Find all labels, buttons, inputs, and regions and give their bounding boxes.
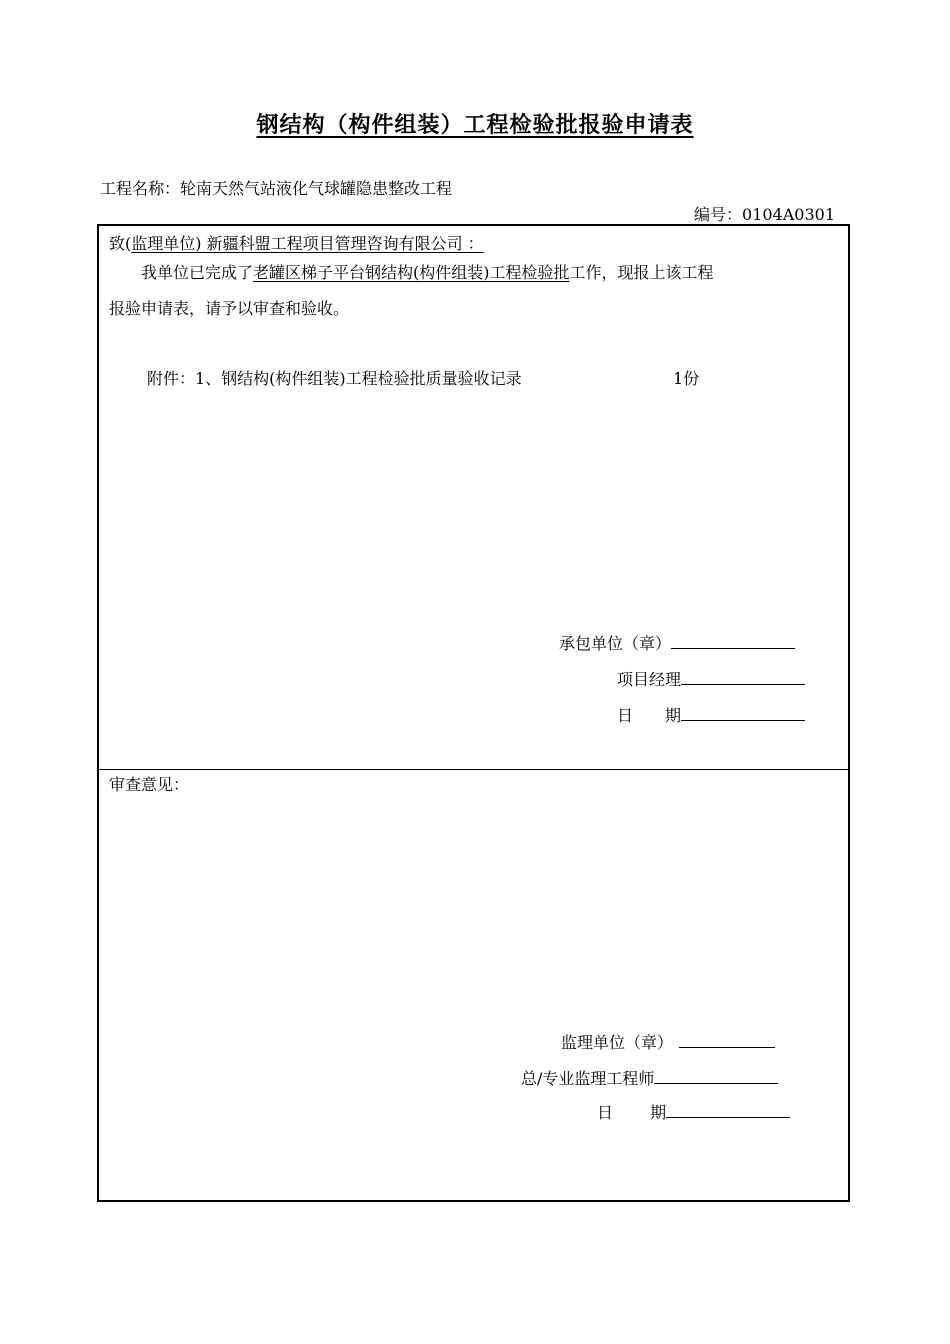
recipient-label: 监理单位) [131,234,202,253]
engineer-signature-row [521,1066,778,1089]
request-body-line2: 报验申请表，请予以审查和验收。 [109,299,350,318]
manager-label: 项目经理 [617,670,682,689]
request-work-item: 老罐区梯子平台钢结构(构件组装)工程检验批 [253,263,570,282]
request-date-line[interactable] [681,704,805,721]
supervisor-signature-line[interactable] [679,1031,775,1048]
engineer-signature-line[interactable] [654,1067,778,1084]
review-date-label: 日 期 [597,1103,667,1122]
project-name-label: 工程名称： [100,179,181,198]
recipient-line [109,231,484,254]
document-code-value: 0104A0301 [742,205,836,224]
manager-signature-line[interactable] [681,668,805,685]
recipient-prefix: 致( [109,234,132,253]
project-name-row [100,176,452,199]
review-date-line[interactable] [666,1101,790,1118]
project-name-value: 轮南天然气站液化气球罐隐患整改工程 [180,179,453,198]
document-code-label: 编号： [694,205,743,224]
contractor-label: 承包单位（章） [559,634,672,653]
review-date-row [597,1100,790,1123]
attachment-count: 1份 [673,369,700,388]
document-title: 钢结构（构件组装）工程检验批报验申请表 [256,112,694,138]
contractor-signature-row [559,631,795,654]
contractor-signature-line[interactable] [671,632,795,649]
request-date-label: 日 期 [617,706,682,725]
review-heading: 审查意见： [109,775,190,794]
request-body-suffix: 工作，现报上该工程 [569,263,714,282]
request-date-row [617,703,805,726]
supervisor-label: 监理单位（章） [561,1033,674,1052]
supervisor-signature-row [561,1030,775,1053]
engineer-label: 总/专业监理工程师 [521,1069,655,1088]
form-frame [97,224,850,1202]
attachment-line: 附件：1、钢结构(构件组装)工程检验批质量验收记录 [147,369,522,388]
recipient-company: 新疆科盟工程项目管理咨询有限公司 ： [201,234,484,253]
section-divider [99,769,848,770]
request-body-line1 [141,260,714,283]
manager-signature-row [617,667,805,690]
document-code-row [694,202,835,225]
request-body-prefix: 我单位已完成了 [141,263,254,282]
